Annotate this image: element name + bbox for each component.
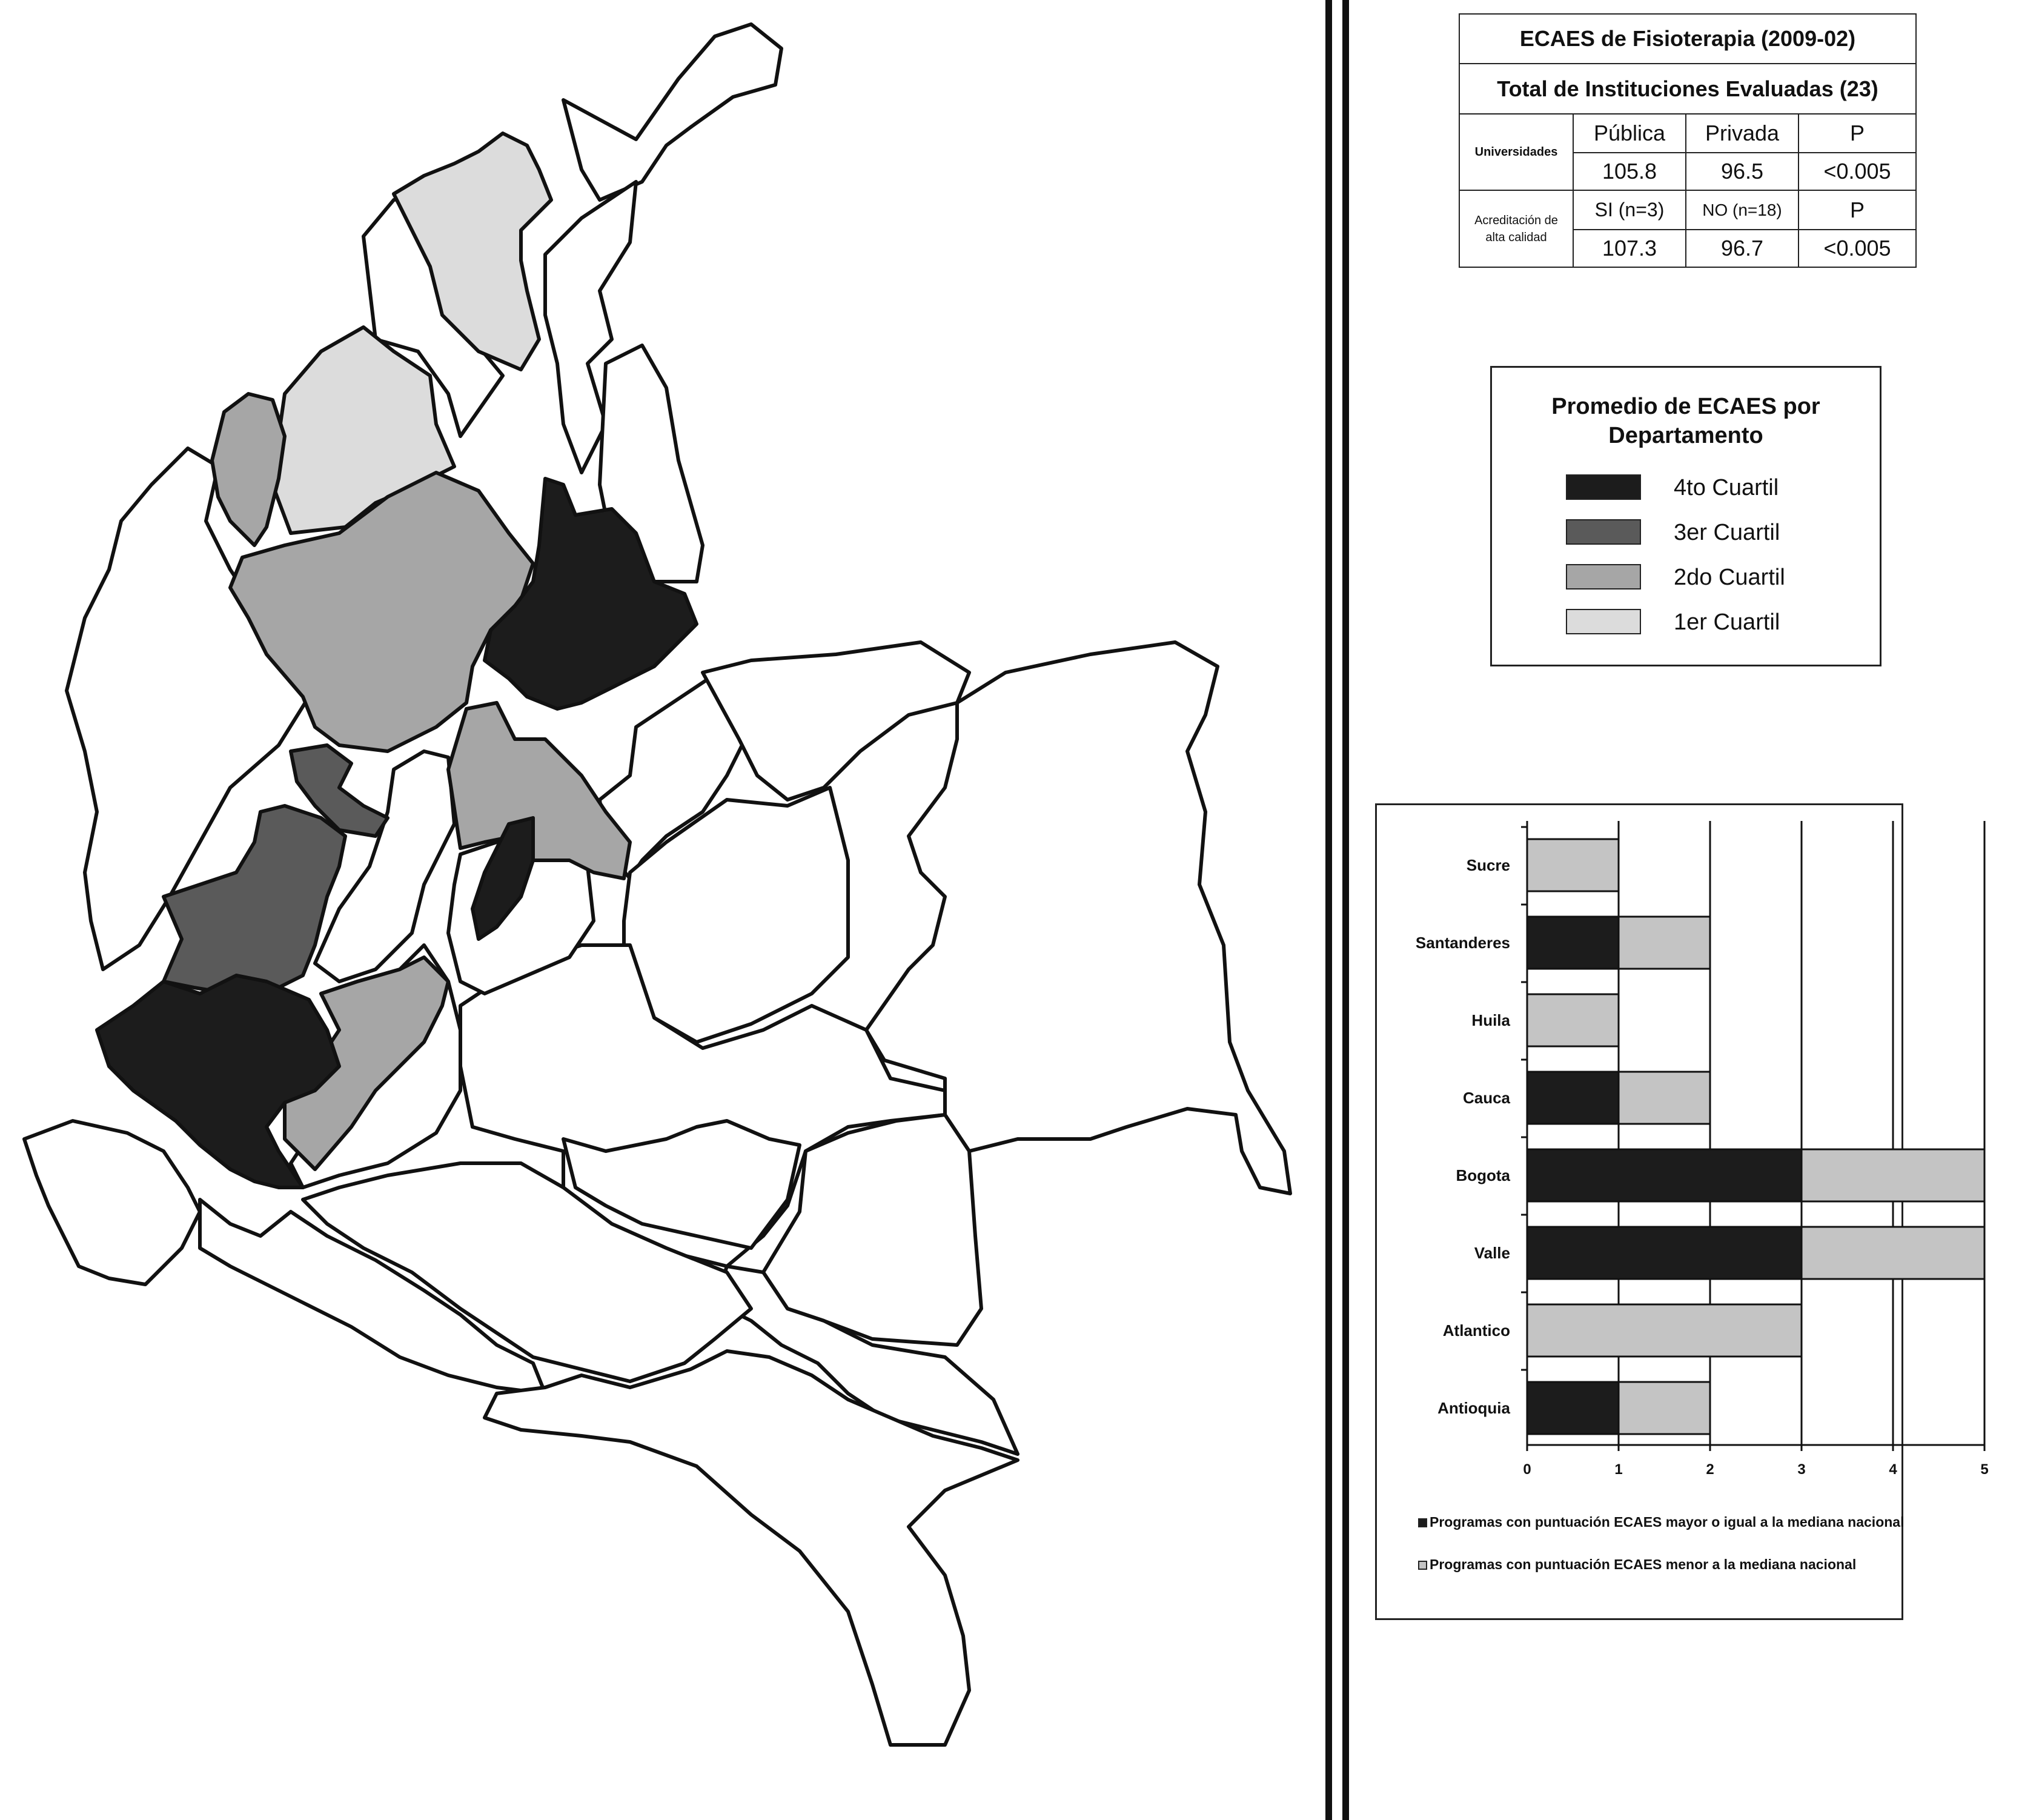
- x-tick-label: 4: [1889, 1461, 1897, 1478]
- department-cordoba: [212, 394, 285, 545]
- legend-label-q1: 1er Cuartil: [1674, 609, 1780, 635]
- bar-valle-series0: [1527, 1227, 1802, 1279]
- col-header-si: SI (n=3): [1573, 190, 1686, 229]
- department-arauca: [703, 642, 969, 800]
- value-publica: 105.8: [1573, 153, 1686, 190]
- legend-label-q2: 2do Cuartil: [1674, 565, 1785, 590]
- value-si: 107.3: [1573, 230, 1686, 267]
- value-no: 96.7: [1686, 230, 1799, 267]
- legend-swatch-q2: [1566, 564, 1641, 590]
- bar-valle-series1: [1802, 1227, 1984, 1279]
- category-label-cauca: Cauca: [1462, 1089, 1510, 1107]
- category-label-valle: Valle: [1474, 1244, 1510, 1262]
- chart-legend-ge-median: [1418, 1514, 1904, 1530]
- legend-swatch-q1: [1566, 609, 1641, 634]
- quartile-legend-title: [1492, 392, 1880, 450]
- legend-label-q3: 3er Cuartil: [1674, 520, 1780, 545]
- category-label-santanderes: Santanderes: [1415, 934, 1510, 952]
- category-label-bogota: Bogota: [1456, 1166, 1510, 1184]
- bar-santanderes-series0: [1527, 917, 1619, 969]
- bar-cauca-series0: [1527, 1072, 1619, 1124]
- acreditacion-line1: Acreditación de: [1474, 213, 1558, 227]
- chart-legend-swatch-ge: [1418, 1518, 1427, 1527]
- summary-table: [1459, 13, 1917, 268]
- chart-legend-label-ge: Programas con puntuación ECAES mayor o igual a la mediana nacional: [1430, 1514, 1905, 1530]
- summary-title: ECAES de Fisioterapia (2009-02): [1459, 14, 1916, 64]
- row-label-universidades: Universidades: [1459, 114, 1573, 191]
- x-tick-label: 0: [1523, 1461, 1531, 1478]
- acreditacion-line2: alta calidad: [1485, 230, 1547, 244]
- col-header-publica: Pública: [1573, 114, 1686, 153]
- x-tick-label: 1: [1614, 1461, 1623, 1478]
- bar-atlantico-series1: [1527, 1304, 1802, 1357]
- col-header-privada: Privada: [1686, 114, 1799, 153]
- x-tick-label: 2: [1706, 1461, 1714, 1478]
- bar-antioquia-series0: [1527, 1382, 1619, 1434]
- legend-swatch-q4: [1566, 474, 1641, 500]
- category-label-sucre: Sucre: [1466, 856, 1510, 874]
- value-p-universidades: <0.005: [1799, 153, 1916, 190]
- quartile-title-line2: Departamento: [1608, 423, 1763, 448]
- chart-legend-label-lt: Programas con puntuación ECAES menor a la mediana nacional: [1430, 1556, 1857, 1572]
- col-header-p: P: [1799, 114, 1916, 153]
- value-privada: 96.5: [1686, 153, 1799, 190]
- col-header-p-acreditacion: P: [1799, 190, 1916, 229]
- legend-swatch-q3: [1566, 519, 1641, 545]
- category-label-huila: Huila: [1471, 1011, 1510, 1029]
- separator-line-right: [1342, 0, 1349, 1820]
- chart-legend-swatch-lt: [1418, 1561, 1427, 1570]
- department-guajira: [563, 24, 781, 200]
- col-header-no: NO (n=18): [1686, 190, 1799, 229]
- quartile-title-line1: Promedio de ECAES por: [1551, 394, 1820, 419]
- bar-sucre-series1: [1527, 839, 1619, 891]
- chart-legend-lt-median: [1418, 1556, 1856, 1573]
- row-label-acreditacion: [1459, 190, 1573, 267]
- bar-chart-panel: [1375, 803, 1989, 1620]
- stacked-bar-chart: [1377, 805, 1989, 1618]
- bar-bogota-series1: [1802, 1149, 1984, 1201]
- department-narino: [24, 1121, 200, 1284]
- summary-subtitle: Total de Instituciones Evaluadas (23): [1459, 64, 1916, 113]
- category-label-atlantico: Atlantico: [1442, 1321, 1510, 1340]
- bar-huila-series1: [1527, 994, 1619, 1046]
- separator-line-left: [1325, 0, 1332, 1820]
- bar-santanderes-series1: [1619, 917, 1710, 969]
- category-label-antioquia: Antioquia: [1437, 1399, 1510, 1417]
- x-tick-label: 3: [1797, 1461, 1806, 1478]
- x-tick-label: 5: [1980, 1461, 1989, 1478]
- legend-label-q4: 4to Cuartil: [1674, 475, 1779, 500]
- bar-bogota-series0: [1527, 1149, 1802, 1201]
- bar-cauca-series1: [1619, 1072, 1710, 1124]
- value-p-acreditacion: <0.005: [1799, 230, 1916, 267]
- quartile-legend: [1490, 366, 1881, 666]
- bar-antioquia-series1: [1619, 1382, 1710, 1434]
